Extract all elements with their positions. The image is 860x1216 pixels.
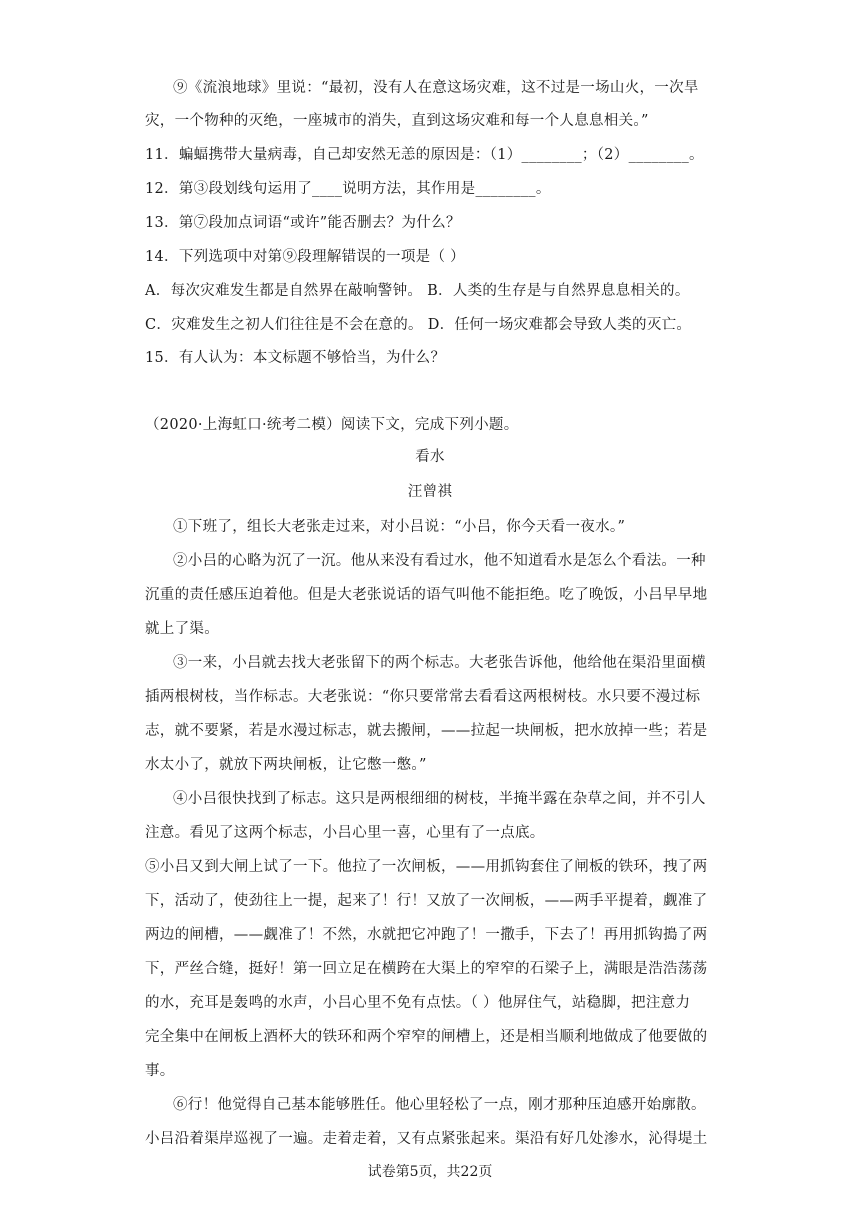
- paragraph-9-line-2: 灾，一个物种的灭绝，一座城市的消失，直到这场灾难和每一个人息息相关。”: [145, 113, 649, 129]
- question-13: 13．第⑦段加点词语“或许”能否删去？为什么？: [145, 215, 461, 231]
- paragraph-5-line-6: 完全集中在闸板上酒杯大的铁环和两个窄窄的闸槽上，还是相当顺利地做成了他要做的: [145, 1029, 708, 1045]
- paragraph-9-line-1: ⑨《流浪地球》里说：“最初，没有人在意这场灾难，这不过是一场山火，一次旱: [173, 80, 699, 96]
- paragraph-5-line-7: 事。: [145, 1063, 175, 1079]
- paragraph-3-line-3: 志，就不要紧，若是水漫过标志，就去搬闸，——拉起一块闸板，把水放掉一些；若是: [145, 723, 708, 739]
- question-14-options-cd: C．灾难发生之初人们往往是不会在意的。 D．任何一场灾难都会导致人类的灭亡。: [145, 317, 692, 333]
- reading-author: 汪曾祺: [407, 484, 453, 500]
- question-14: 14．下列选项中对第⑨段理解错误的一项是（ ）: [145, 249, 465, 265]
- paragraph-6-line-1: ⑥行！他觉得自己基本能够胜任。他心里轻松了一点，刚才那种压迫感开始廓散。: [173, 1097, 706, 1113]
- question-14-options-ab: A．每次灾难发生都是自然界在敲响警钟。 B．人类的生存是与自然界息息相关的。: [145, 283, 690, 299]
- paragraph-6-line-2: 小吕沿着渠岸巡视了一遍。走着走着，又有点紧张起来。渠沿有好几处渗水，沁得堤土: [145, 1131, 708, 1147]
- paragraph-1: ①下班了，组长大老张走过来，对小吕说：“小吕，你今天看一夜水。”: [173, 519, 626, 535]
- paragraph-3-line-1: ③一来，小吕就去找大老张留下的两个标志。大老张告诉他，他给他在渠沿里面横: [173, 655, 706, 671]
- paragraph-2-line-1: ②小吕的心略为沉了一沉。他从来没有看过水，他不知道看水是怎么个看法。一种: [173, 553, 706, 569]
- paragraph-4-line-1: ④小吕很快找到了标志。这只是两根细细的树枝，半掩半露在杂草之间，并不引人: [173, 791, 706, 807]
- paragraph-5-line-4: 下，严丝合缝，挺好！第一回立足在横跨在大渠上的窄窄的石梁子上，满眼是浩浩荡荡: [145, 961, 708, 977]
- reading-intro: （2020·上海虹口·统考二模）阅读下文，完成下列小题。: [145, 417, 519, 433]
- paragraph-2-line-2: 沉重的责任感压迫着他。但是大老张说话的语气叫他不能拒绝。吃了晚饭，小吕早早地: [145, 587, 708, 603]
- question-15: 15．有人认为：本文标题不够恰当，为什么？: [145, 350, 446, 366]
- reading-title: 看水: [415, 449, 445, 465]
- question-12: 12．第③段划线句运用了____说明方法，其作用是________。: [145, 181, 551, 197]
- paragraph-3-line-2: 插两根树枝，当作标志。大老张说：“你只要常常去看看这两根树枝。水只要不漫过标: [145, 689, 701, 705]
- paragraph-5-line-5: 的水，充耳是轰鸣的水声，小吕心里不免有点怯。（ ）他屏住气，站稳脚，把注意力: [145, 995, 691, 1011]
- paragraph-5-line-3: 两边的闸槽，——觑准了！不然，水就把它冲跑了！一撒手，下去了！再用抓钩搗了两: [145, 927, 708, 943]
- question-11: 11．蝙蝠携带大量病毒，自己却安然无恙的原因是：（1）________；（2）________。: [145, 147, 704, 163]
- paragraph-5-line-2: 下，活动了，使劲往上一提，起来了！行！又放了一次闸板，——两手平提着，觑准了: [145, 893, 708, 909]
- paragraph-2-line-3: 就上了渠。: [145, 621, 219, 637]
- paragraph-3-line-4: 水太小了，就放下两块闸板，让它憋一憋。”: [145, 757, 427, 773]
- paragraph-4-line-2: 注意。看见了这两个标志，小吕心里一喜，心里有了一点底。: [145, 825, 545, 841]
- page-footer: 试卷第5页，共22页: [367, 1164, 493, 1180]
- paragraph-5-line-1: ⑤小吕又到大闸上试了一下。他拉了一次闸板，——用抓钩套住了闸板的铁环，拽了两: [145, 859, 708, 875]
